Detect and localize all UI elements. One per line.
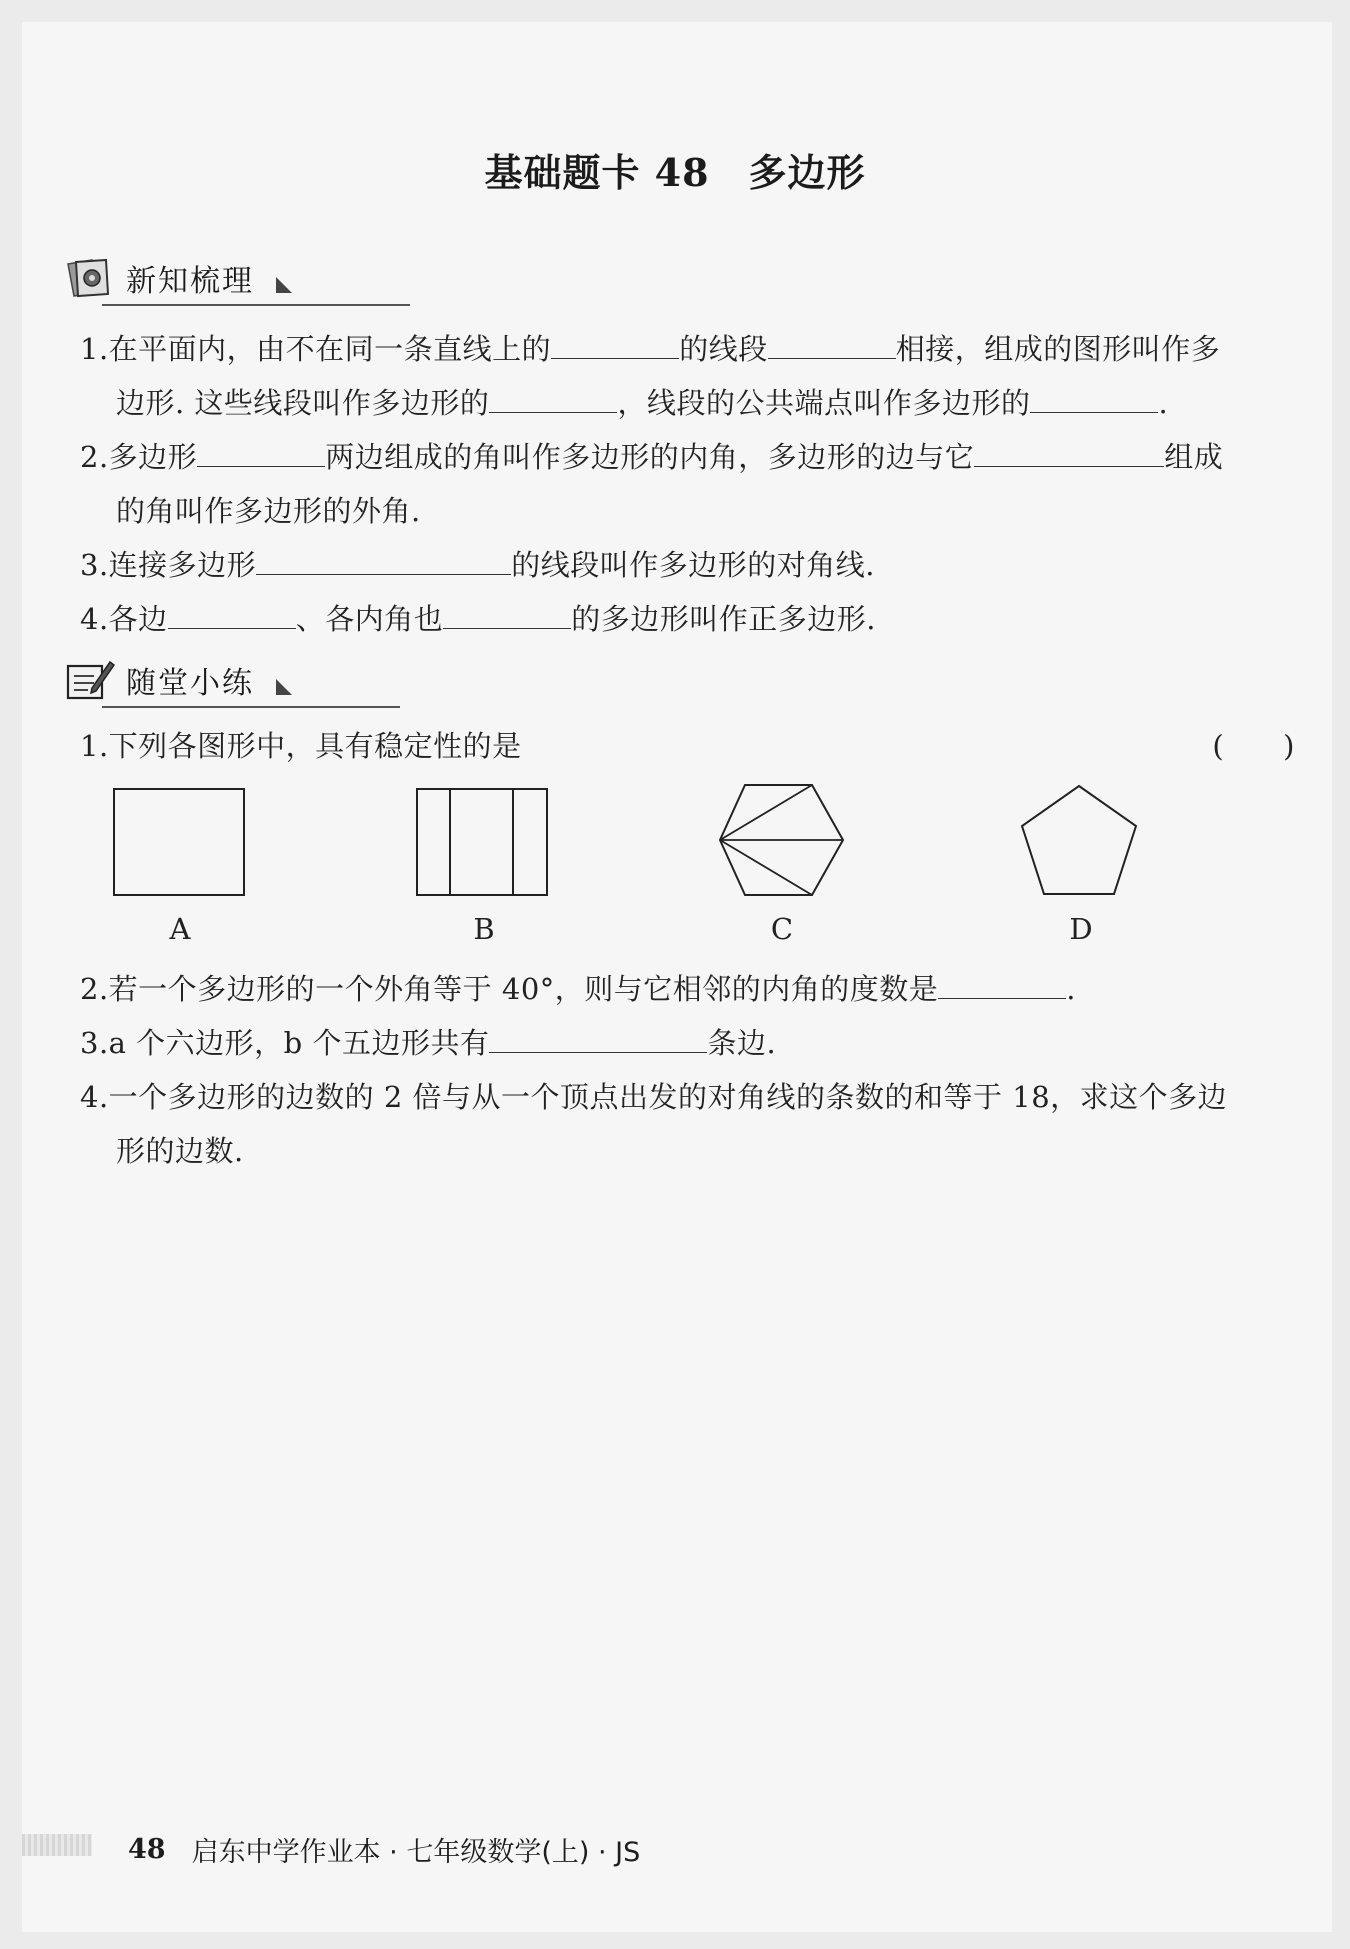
triangle-marker-icon bbox=[276, 679, 292, 695]
item-text: 连接多边形 bbox=[108, 548, 257, 582]
notebook-icon bbox=[62, 254, 116, 302]
section-label: 新知梳理 bbox=[126, 264, 254, 299]
question-text: a 个六边形，b 个五边形共有 bbox=[108, 1026, 490, 1060]
page-number: 48 bbox=[128, 1834, 166, 1865]
item-text: 、各内角也 bbox=[295, 602, 444, 636]
footer-decoration bbox=[22, 1834, 92, 1856]
answer-blank[interactable] bbox=[938, 974, 1066, 999]
item-number: 4. bbox=[80, 602, 109, 636]
question-text: . bbox=[1066, 972, 1077, 1006]
item-number: 1. bbox=[80, 332, 109, 366]
knowledge-item-3 bbox=[80, 538, 1295, 592]
question-text: 下列各图形中，具有稳定性的是 bbox=[108, 729, 522, 763]
page-footer bbox=[128, 1830, 640, 1869]
section-underline bbox=[102, 304, 410, 306]
item-text: 相接，组成的图形叫作多 bbox=[895, 332, 1221, 366]
answer-blank[interactable] bbox=[551, 334, 679, 359]
answer-blank[interactable] bbox=[489, 1028, 707, 1053]
answer-blank[interactable] bbox=[197, 442, 325, 467]
book-title: 启东中学作业本 · 七年级数学(上) · JS bbox=[191, 1837, 641, 1868]
question-number: 3. bbox=[80, 1026, 109, 1060]
choice-c[interactable]: C bbox=[770, 912, 794, 946]
choice-a[interactable]: A bbox=[169, 912, 191, 946]
answer-blank[interactable] bbox=[489, 388, 617, 413]
practice-question-4 bbox=[80, 1070, 1295, 1178]
knowledge-item-4 bbox=[80, 592, 1295, 646]
section-label: 随堂小练 bbox=[126, 666, 254, 701]
item-number: 2. bbox=[80, 440, 109, 474]
knowledge-item-2 bbox=[80, 430, 1295, 538]
item-text: 组成 bbox=[1164, 440, 1224, 474]
answer-blank[interactable] bbox=[1030, 388, 1158, 413]
answer-blank[interactable] bbox=[768, 334, 896, 359]
item-text: 两边组成的角叫作多边形的内角，多边形的边与它 bbox=[325, 440, 975, 474]
answer-blank[interactable] bbox=[443, 604, 571, 629]
section-underline bbox=[102, 706, 400, 708]
triangle-marker-icon bbox=[276, 277, 292, 293]
practice-question-2 bbox=[80, 962, 1295, 1016]
knowledge-item-1 bbox=[80, 322, 1295, 430]
answer-blank[interactable] bbox=[168, 604, 296, 629]
choice-b[interactable]: B bbox=[473, 912, 495, 946]
item-text: 的角叫作多边形的外角. bbox=[116, 494, 421, 528]
item-text: 的线段叫作多边形的对角线. bbox=[511, 548, 875, 582]
page-title: 基础题卡 48 多边形 bbox=[484, 150, 866, 195]
practice-question-3 bbox=[80, 1016, 1295, 1070]
section-header-knowledge bbox=[62, 252, 292, 304]
question-text: 若一个多边形的一个外角等于 40°，则与它相邻的内角的度数是 bbox=[108, 972, 939, 1006]
item-text: ，线段的公共端点叫作多边形的 bbox=[617, 386, 1031, 420]
answer-blank[interactable] bbox=[256, 550, 511, 575]
item-text: . bbox=[1158, 386, 1169, 420]
question-text: 形的边数. bbox=[116, 1134, 244, 1168]
question-number: 4. bbox=[80, 1080, 109, 1114]
item-number: 3. bbox=[80, 548, 109, 582]
choice-d[interactable]: D bbox=[1069, 912, 1093, 946]
section-header-practice bbox=[62, 654, 292, 706]
practice-question-1 bbox=[80, 719, 1295, 773]
item-text: 的多边形叫作正多边形. bbox=[571, 602, 876, 636]
item-text: 在平面内，由不在同一条直线上的 bbox=[108, 332, 552, 366]
question-number: 1. bbox=[80, 729, 109, 763]
answer-blank[interactable] bbox=[974, 442, 1164, 467]
answer-parentheses[interactable]: ( ) bbox=[1212, 729, 1295, 763]
question-number: 2. bbox=[80, 972, 109, 1006]
item-text: 各边 bbox=[108, 602, 168, 636]
item-text: 多边形 bbox=[108, 440, 198, 474]
item-text: 的线段 bbox=[679, 332, 768, 366]
question-text: 条边. bbox=[707, 1026, 777, 1060]
item-text: 边形. 这些线段叫作多边形的 bbox=[116, 386, 490, 420]
question-text: 一个多边形的边数的 2 倍与从一个顶点出发的对角线的条数的和等于 18，求这个多边 bbox=[108, 1080, 1228, 1114]
pencil-note-icon bbox=[62, 656, 116, 704]
